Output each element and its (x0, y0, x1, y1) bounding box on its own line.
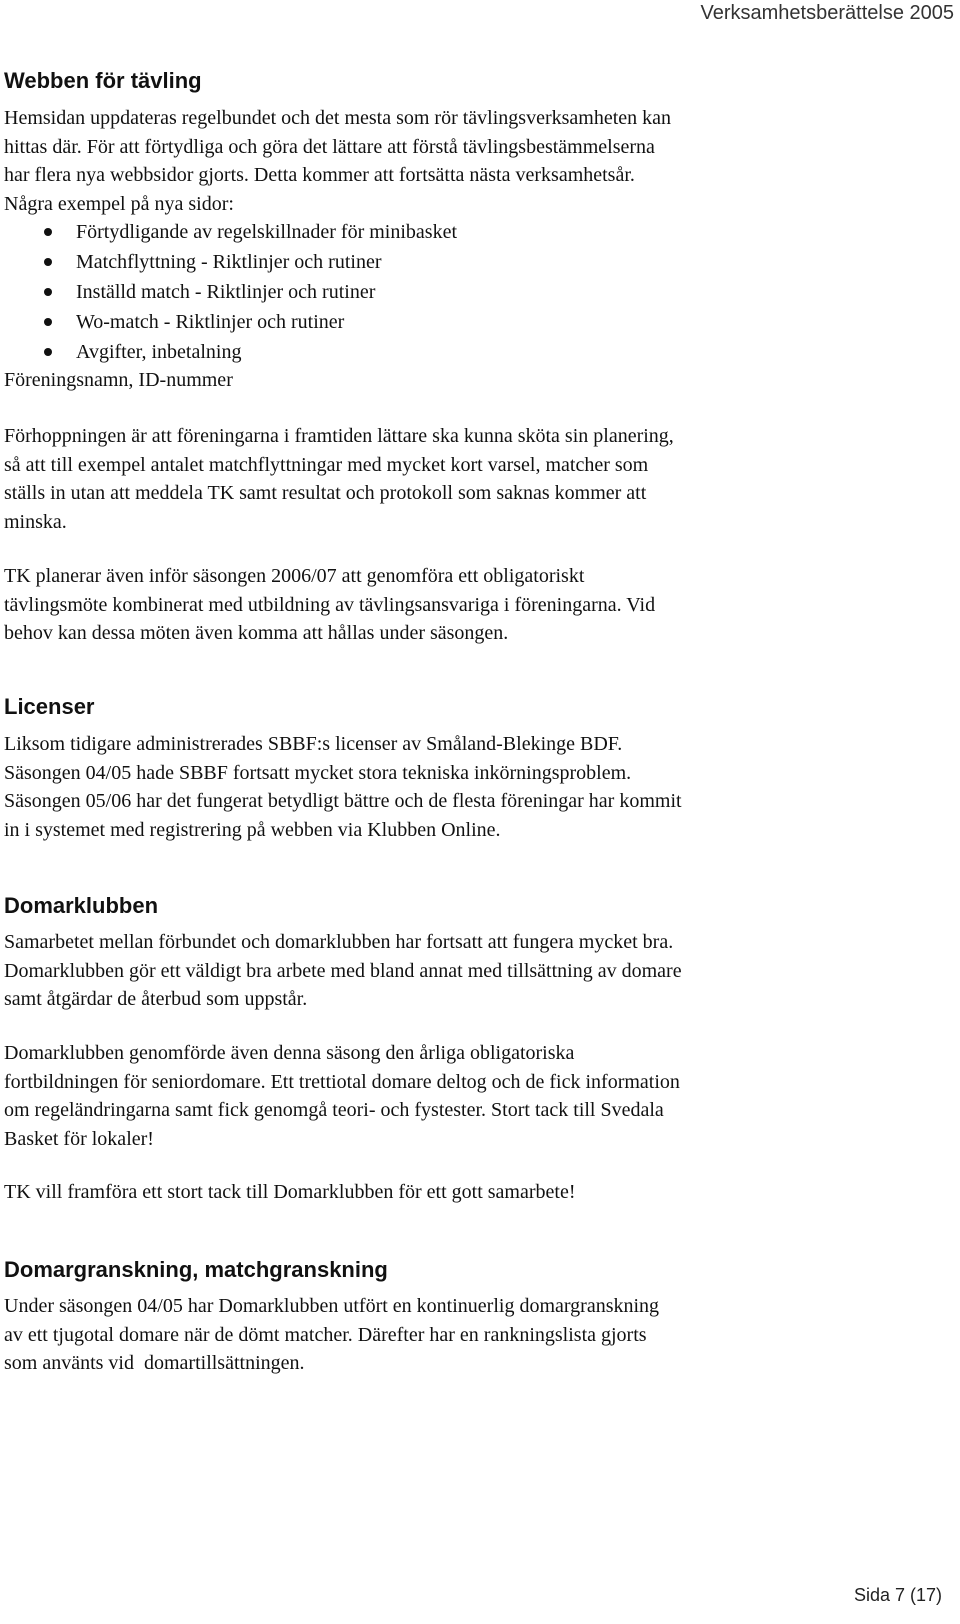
bullet-icon (44, 288, 52, 296)
text-line: som använts vid domartillsättningen. (4, 1352, 305, 1375)
text-line: samt åtgärdar de återbud som uppstår. (4, 988, 308, 1011)
text-line: Under säsongen 04/05 har Domarklubben utfört en kontinuerlig domargranskning (4, 1295, 660, 1317)
text-line: TK vill framföra ett stort tack till Domarklubben för ett gott samarbete! (4, 1181, 576, 1203)
list-item: Matchflyttning - Riktlinjer och rutiner (4, 247, 457, 277)
text-line: Säsongen 04/05 hade SBBF fortsatt mycket stora tekniska inkörningsproblem. (4, 761, 632, 784)
new-pages-list (4, 217, 457, 367)
text-line: ställs in utan att meddela TK samt resultat och protokoll som saknas kommer att (4, 482, 647, 505)
text-line: Samarbetet mellan förbundet och domarklubben har fortsatt att fungera mycket bra. (4, 931, 674, 953)
page-number: Sida 7 (17) (853, 1585, 942, 1605)
text-line: Basket för lokaler! (4, 1128, 154, 1151)
bullet-icon (44, 258, 52, 266)
list-item: Avgifter, inbetalning (4, 337, 457, 367)
domarklubben-paragraph-1 (4, 928, 682, 1014)
text-line: Hemsidan uppdateras regelbundet och det mesta som rör tävlingsverksamheten kan (4, 107, 672, 129)
webben-intro-paragraph (4, 104, 671, 219)
text-line: in i systemet med registrering på webben via Klubben Online. (4, 819, 501, 842)
list-item: Förtydligande av regelskillnader för minibasket (4, 217, 457, 247)
bullet-icon (44, 318, 52, 326)
text-line: har flera nya webbsidor gjorts. Detta kommer att fortsätta nästa verksamhetsår. (4, 164, 635, 187)
text-line: Domarklubben genomförde även denna säsong den årliga obligatoriska (4, 1042, 575, 1064)
text-line: minska. (4, 511, 67, 534)
text-line: Säsongen 05/06 har det fungerat betydligt bättre och de flesta föreningar har kommit (4, 790, 682, 813)
text-line: om regeländringarna samt fick genomgå teori- och fystester. Stort tack till Svedala (4, 1099, 664, 1122)
text-line: så att till exempel antalet matchflyttningar med mycket kort varsel, matcher som (4, 453, 649, 476)
text-line: Några exempel på nya sidor: (4, 193, 234, 216)
text-line: av ett tjugotal domare när de dömt matcher. Därefter har en rankningslista gjorts (4, 1323, 647, 1346)
domarklubben-paragraph-3 (4, 1178, 575, 1207)
text-line: Förhoppningen är att föreningarna i framtiden lättare ska kunna sköta sin planering, (4, 425, 674, 447)
text-line: fortbildningen för seniordomare. Ett trettiotal domare deltog och de fick information (4, 1070, 680, 1093)
webben-after-list: Föreningsnamn, ID-nummer (4, 369, 233, 391)
licenser-paragraph (4, 730, 682, 845)
text-line: hittas där. För att förtydliga och göra det lättare att förstå tävlingsbestämmelserna (4, 135, 655, 158)
running-header: Verksamhetsberättelse 2005 (700, 2, 954, 24)
text-line: tävlingsmöte kombinerat med utbildning av tävlingsansvariga i föreningarna. Vid (4, 593, 656, 616)
text-line: Domarklubben gör ett väldigt bra arbete med bland annat med tillsättning av domare (4, 959, 682, 982)
text-line: Liksom tidigare administrerades SBBF:s licenser av Småland-Blekinge BDF. (4, 733, 623, 755)
section-heading-webben: Webben för tävling (4, 68, 202, 93)
webben-paragraph-3 (4, 562, 655, 648)
text-line: behov kan dessa möten även komma att hållas under säsongen. (4, 622, 509, 645)
webben-paragraph-2 (4, 422, 674, 537)
list-item: Wo-match - Riktlinjer och rutiner (4, 307, 457, 337)
section-heading-domarklubben: Domarklubben (4, 893, 159, 918)
domargranskning-paragraph (4, 1292, 659, 1378)
section-heading-licenser: Licenser (4, 694, 95, 719)
text-line: TK planerar även inför säsongen 2006/07 att genomföra ett obligatoriskt (4, 565, 585, 587)
domarklubben-paragraph-2 (4, 1039, 680, 1154)
bullet-icon (44, 228, 52, 236)
section-heading-domargranskning: Domargranskning, matchgranskning (4, 1257, 388, 1282)
bullet-icon (44, 348, 52, 356)
list-item: Inställd match - Riktlinjer och rutiner (4, 277, 457, 307)
